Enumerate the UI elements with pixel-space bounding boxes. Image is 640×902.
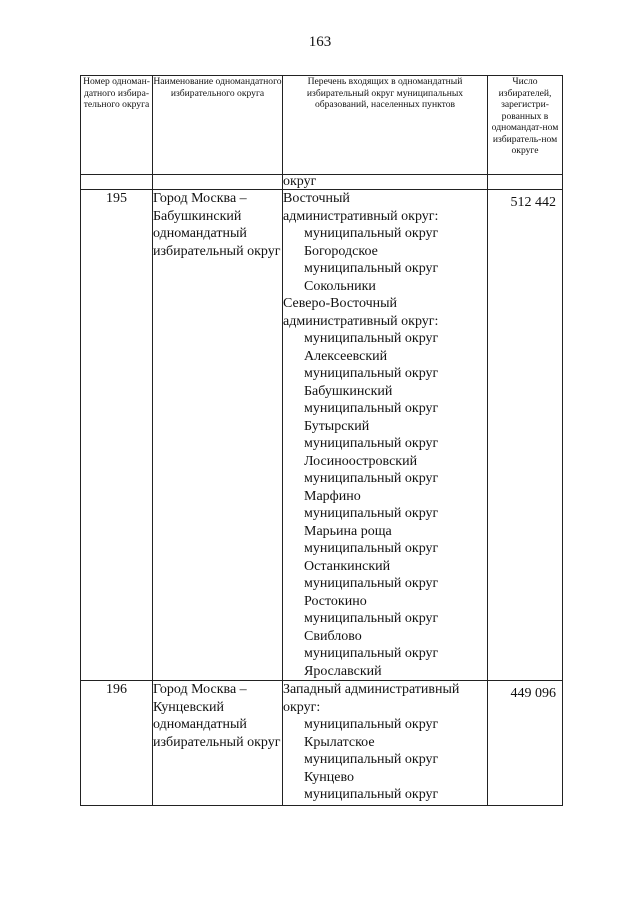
territory-line: муниципальный округ [304, 646, 439, 661]
territory-line: Марфино [304, 488, 361, 504]
territory-line: Кунцево [304, 769, 354, 785]
district-name: Город Москва – Бабушкинский одномандатный избирательный округ [153, 190, 283, 681]
territory-line: административный округ: [283, 208, 439, 224]
header-voters: Число избирателей, зарегистри-рованных в одномандат-ном избиратель-ном округе [488, 76, 563, 175]
territory-line: муниципальный округ [304, 366, 439, 381]
district-territory-list [283, 681, 488, 806]
territory-line: муниципальный округ [304, 261, 439, 276]
district-number: 195 [81, 190, 153, 681]
territory-line: округ: [283, 699, 321, 715]
territory-line: административный округ: [283, 313, 439, 329]
voter-count: 449 096 [488, 681, 563, 806]
territory-line: муниципальный округ [304, 611, 439, 626]
territory-line: муниципальный округ [304, 541, 439, 556]
territory-line: Ростокино [304, 593, 367, 609]
table-header-row [81, 76, 563, 175]
territory-line: Сокольники [304, 278, 376, 294]
territory-line: Ярославский [304, 663, 382, 679]
territory-line: Марьина роща [304, 523, 392, 539]
table-row [81, 681, 563, 806]
district-territory-list [283, 190, 488, 681]
territory-line: Лосиноостровский [304, 453, 418, 469]
continuation-cell-number [81, 175, 153, 190]
continuation-row [81, 175, 563, 190]
territory-line: Бутырский [304, 418, 370, 434]
territory-line: муниципальный округ [304, 752, 439, 767]
territory-line: Западный административный [283, 682, 460, 697]
territory-line: муниципальный округ [304, 436, 439, 451]
voter-count: 512 442 [488, 190, 563, 681]
territory-line: муниципальный округ [304, 717, 439, 732]
district-name: Город Москва – Кунцевский одномандатный избирательный округ [153, 681, 283, 806]
continuation-cell-voters [488, 175, 563, 190]
continuation-cell-name [153, 175, 283, 190]
territory-line: муниципальный округ [304, 471, 439, 486]
header-list: Перечень входящих в одномандатный избирательный округ муниципальных образований, населенных пунктов [283, 76, 488, 175]
territory-line: Свиблово [304, 628, 362, 644]
territory-line: Останкинский [304, 558, 391, 574]
header-number: Номер одноман-датного избира-тельного округа [81, 76, 153, 175]
territory-line: муниципальный округ [304, 226, 439, 241]
territory-line: муниципальный округ [304, 787, 439, 802]
territory-line: Крылатское [304, 734, 375, 750]
header-name: Наименование одномандатного избирательного округа [153, 76, 283, 175]
page-number: 163 [308, 34, 332, 50]
district-number: 196 [81, 681, 153, 806]
territory-line: Алексеевский [304, 348, 388, 364]
territory-line: Богородское [304, 243, 378, 259]
territory-line: Восточный [283, 191, 350, 206]
territory-line: муниципальный округ [304, 576, 439, 591]
territory-line: муниципальный округ [304, 401, 439, 416]
territory-line: муниципальный округ [304, 331, 439, 346]
territory-line: Бабушкинский [304, 383, 393, 399]
territory-line: Северо-Восточный [283, 296, 398, 311]
table-row [81, 190, 563, 681]
district-table [80, 75, 563, 806]
territory-line: муниципальный округ [304, 506, 439, 521]
continuation-text: округ [283, 175, 488, 190]
